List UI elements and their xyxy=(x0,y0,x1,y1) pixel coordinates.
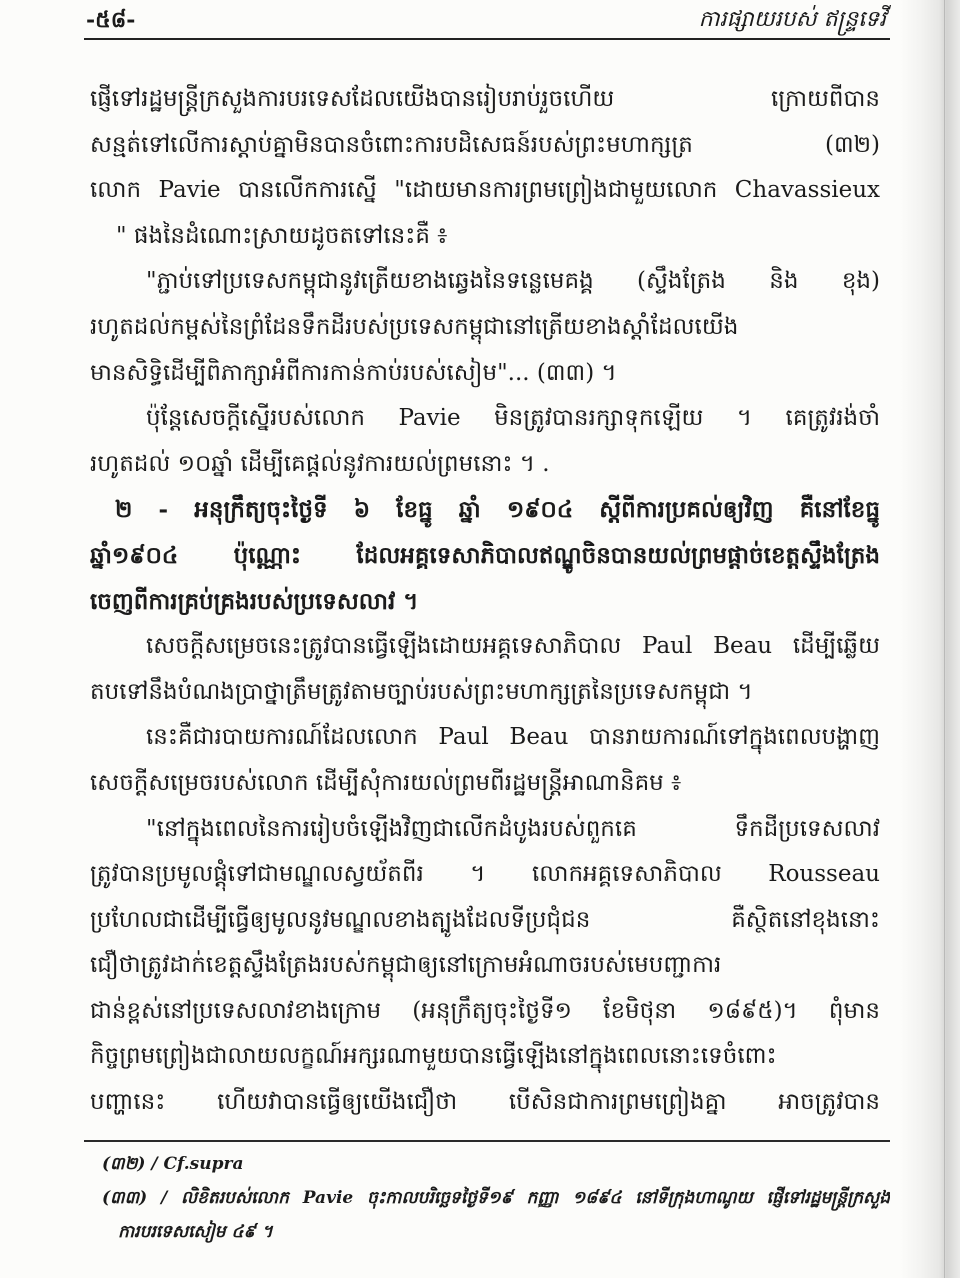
text-line: នេះគឺជារបាយការណ៍ដែលលោក Paul Beau បានរាយការណ៍ទៅក្នុងពេលបង្ហាញ xyxy=(146,724,880,751)
text-line: ប៉ុន្តែសេចក្តីស្នើរបស់លោក Pavie មិនត្រូវបានរក្សាទុកឡើយ ។ គេត្រូវរង់ចាំ xyxy=(146,405,880,432)
quoted-paragraph xyxy=(90,259,880,396)
running-title: ការផ្សាយរបស់ ឥន្ទ្រទេវី xyxy=(698,7,886,32)
footnote xyxy=(102,1181,890,1249)
text-line: ប្រហែលជាដើម្បីធ្វើឲ្យមូលនូវមណ្ឌលខាងត្បូងដែលទីប្រជុំជន គឺស្ថិតនៅខុងនោះ xyxy=(90,906,880,933)
text-line: តបទៅនឹងបំណងប្រាថ្នាត្រឹមត្រូវតាមច្បាប់របស់ព្រះមហាក្សត្រនៃប្រទេសកម្ពុជា ។ xyxy=(90,678,753,705)
paragraph-continued xyxy=(90,77,880,259)
text-line: "ភ្ជាប់ទៅប្រទេសកម្ពុជានូវត្រើយខាងឆ្វេងនៃទន្លេមេគង្គ (ស្ទឹងត្រែង និង ខុង) xyxy=(146,268,880,295)
footnote xyxy=(102,1147,890,1181)
paragraph xyxy=(90,715,880,806)
heading-line: ២ - អនុក្រឹត្យចុះថ្ងៃទី ៦ ខែធ្នូ ឆ្នាំ ១៩០៤ ស្តីពីការប្រគល់ឲ្យវិញ គឺនៅខែធ្នូ xyxy=(115,496,880,524)
book-gutter-edge xyxy=(944,0,945,1278)
text-line: បញ្ហានេះ ហើយវាបានធ្វើឲ្យយើងជឿថា បើសិនជាការព្រមព្រៀងគ្នា អាចត្រូវបាន xyxy=(90,1089,880,1116)
text-line: កិច្ចព្រមព្រៀងជាលាយលក្ខណ៍អក្សរណាមួយបានធ្វើឡើងនៅក្នុងពេលនោះទេចំពោះ xyxy=(90,1043,777,1070)
heading-line: ចេញពីការគ្រប់គ្រងរបស់ប្រទេសលាវ ។ xyxy=(90,587,419,615)
footnotes xyxy=(102,1147,890,1249)
text-line: សេចក្តីសម្រេចរបស់លោក ដើម្បីសុំការយល់ព្រមពីរដ្ឋមន្ត្រីអាណានិគម ៖ xyxy=(90,769,682,796)
text-line: សេចក្តីសម្រេចនេះត្រូវបានធ្វើឡើងដោយអគ្គទេសាភិបាល Paul Beau ដើម្បីឆ្លើយ xyxy=(146,633,880,660)
footnote-rule xyxy=(84,1140,890,1142)
text-line: រហូតដល់ ១០ឆ្នាំ ដើម្បីគេផ្តល់នូវការយល់ព្រមនោះ ។ . xyxy=(90,450,550,477)
page-number: -៥៨- xyxy=(86,7,136,33)
text-line: ជឿថាត្រូវដាក់ខេត្តស្ទឹងត្រែងរបស់កម្ពុជាឲ្យនៅក្រោមអំណាចរបស់មេបញ្ជាការ xyxy=(90,952,722,979)
text-line: មានសិទ្ធិដើម្បីពិភាក្សាអំពីការកាន់កាប់របស់សៀម"... (៣៣) ។ xyxy=(90,359,617,386)
header-rule xyxy=(84,38,890,40)
section-heading xyxy=(90,487,880,624)
text-line: លោក Pavie បានលើកការស្នើ "ដោយមានការព្រមព្រៀងជាមួយលោក Chavassieux xyxy=(90,177,880,204)
paragraph xyxy=(90,624,880,715)
footnote-line: (៣២) / Cf.supra xyxy=(102,1154,244,1174)
text-line: ផ្ញើទៅរដ្ឋមន្ត្រីក្រសួងការបរទេសដែលយើងបានរៀបរាប់រួចហើយ ក្រោយពីបាន xyxy=(90,86,880,112)
text-line: រហូតដល់កម្ពស់នៃព្រំដែនទឹកដីរបស់ប្រទេសកម្ពុជានៅត្រើយខាងស្តាំដែលយើង xyxy=(90,313,739,340)
text-line: សន្មត់ទៅលើការស្តាប់គ្នាមិនបានចំពោះការបដិសេធន៍របស់ព្រះមហាក្សត្រ (៣២) xyxy=(90,131,880,158)
book-gutter-shadow xyxy=(900,0,960,1278)
text-line: ជាន់ខ្ពស់នៅប្រទេសលាវខាងក្រោម (អនុក្រឹត្យចុះថ្ងៃទី១ ខែមិថុនា ១៨៩៥)។ ពុំមាន xyxy=(90,997,880,1024)
paragraph xyxy=(90,396,880,487)
quoted-paragraph xyxy=(90,807,880,1126)
heading-line: ឆ្នាំ១៩០៤ ប៉ុណ្ណោះ ដែលអគ្គទេសាភិបាលឥណ្ឌូចិនបានយល់ព្រមផ្តាច់ខេត្តស្ទឹងត្រែង xyxy=(90,541,880,569)
text-line: ត្រូវបានប្រមូលផ្តុំទៅជាមណ្ឌលស្វយ័តពីរ ។ លោកអគ្គទេសាភិបាល Rousseau xyxy=(90,861,880,888)
text-line: "នៅក្នុងពេលនៃការរៀបចំឡើងវិញជាលើកដំបូងរបស់ពួកគេ ទឹកដីប្រទេសលាវ xyxy=(146,815,880,842)
body-text xyxy=(90,77,880,1126)
footnote-line: ការបរទេសសៀម ៤៩ ។ xyxy=(118,1222,273,1242)
footnote-line: (៣៣) / លិខិតរបស់លោក Pavie ចុះកាលបរិច្ឆេទថ្ងៃទី១៩ កញ្ញា ១៨៩៤ នៅទីក្រុងហាណូយ ផ្ញើទៅរដ្ឋមន្ត្រីក្រសួង xyxy=(102,1188,890,1208)
text-line: " ផងនៃដំណោះស្រាយដូចតទៅនេះគឺ ៖ xyxy=(116,222,448,249)
